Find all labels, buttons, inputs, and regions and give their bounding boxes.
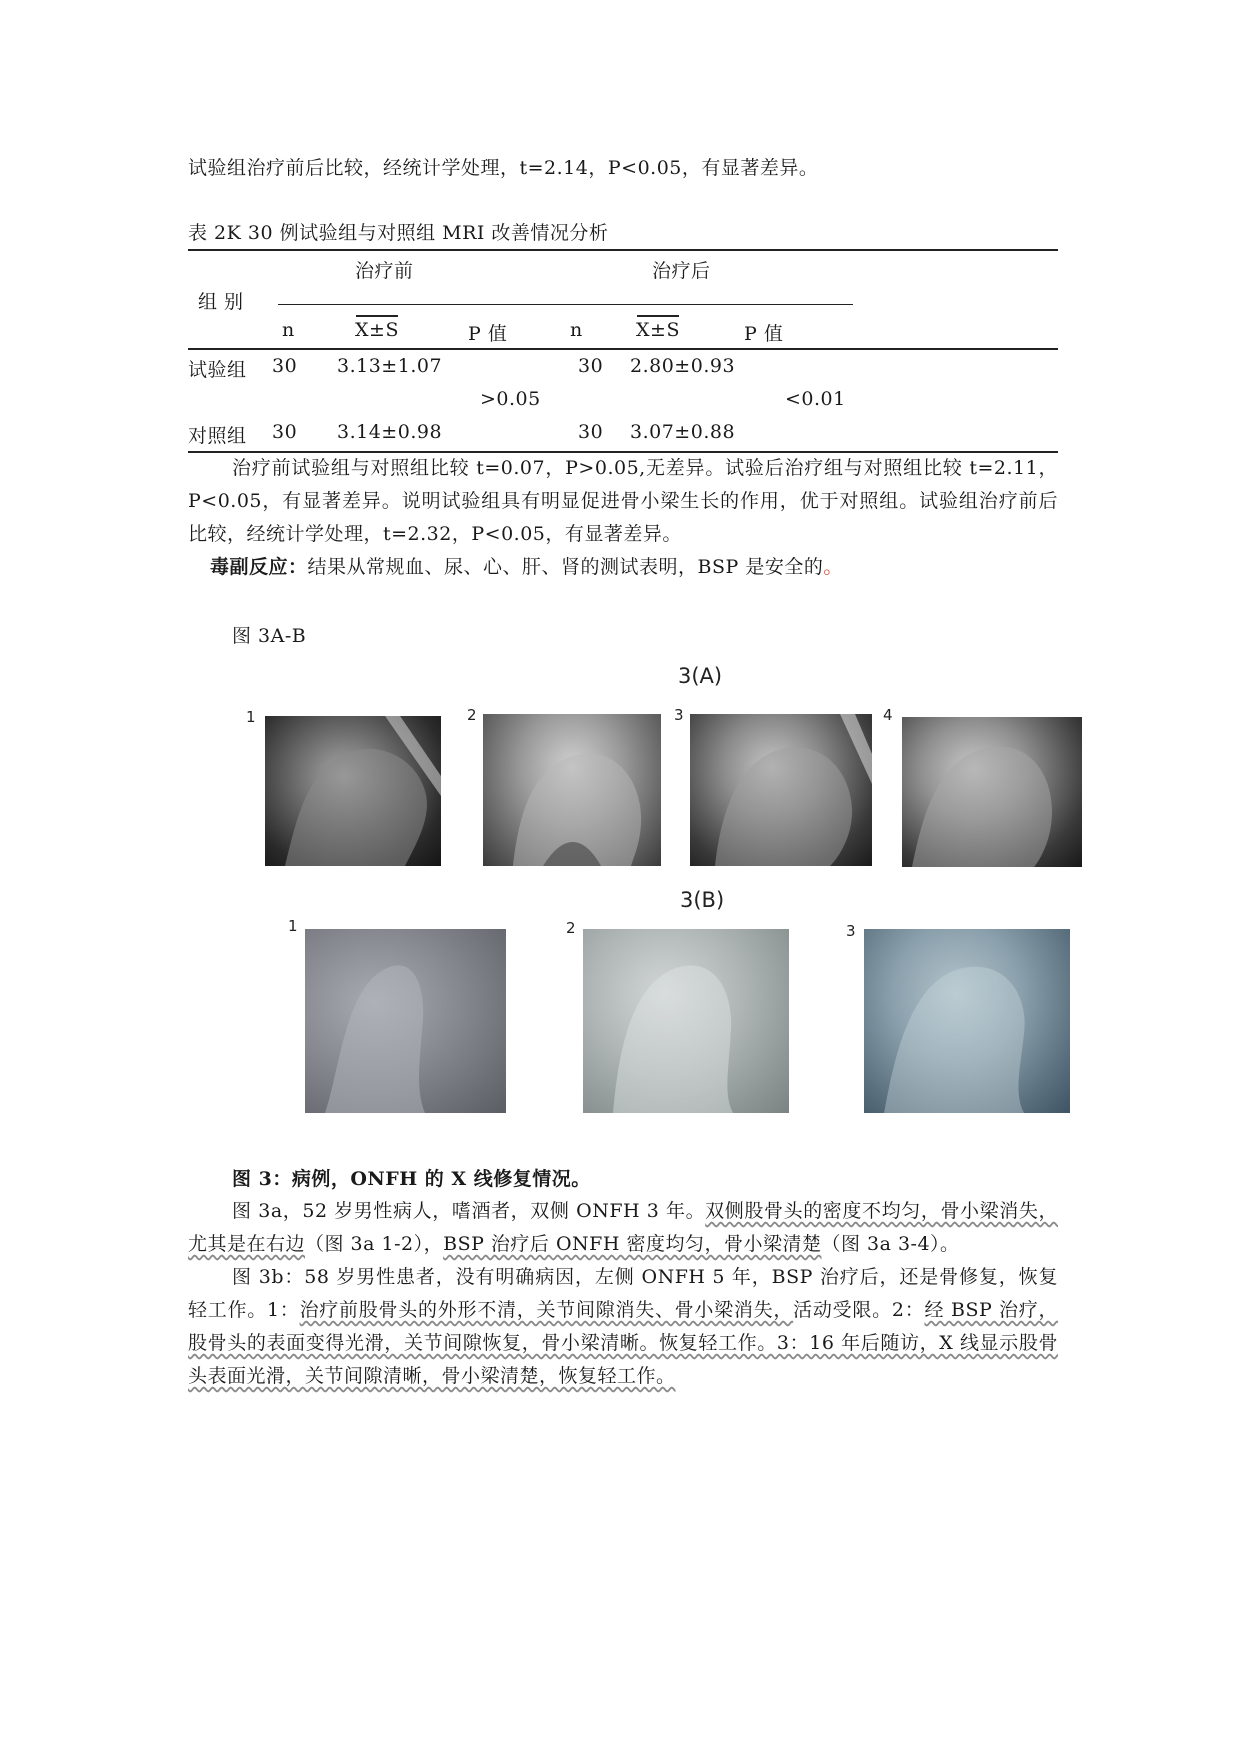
caption-3b-underlined: 治疗前股骨头的外形不清，关节间隙消失、骨小梁消失， [299,1299,794,1321]
row1-xs1: 3.13±1.07 [337,355,443,377]
femoral-head-shape [902,717,1082,867]
xray-image [483,714,661,866]
panel-b-label: 3(B) [680,888,725,912]
xray-image [690,714,872,866]
xray-image [864,929,1070,1113]
row2-n2: 30 [578,421,604,443]
caption-3a-underlined: 双侧股骨头的密度不均匀，骨小梁消失，尤其是在右边 [188,1200,1058,1255]
side-effects-text: 结果从常规血、尿、心、肝、肾的测试表明，BSP 是安全的 [307,556,824,578]
row2-group: 对照组 [188,425,247,447]
caption-3a-ref: （图 3a 1-2）， [305,1233,444,1255]
panel-b-number: 1 [288,917,298,935]
side-effects-paragraph [188,551,1058,584]
figure-caption-title: 图 3：病例，ONFH 的 X 线修复情况。 [232,1168,591,1190]
femoral-head-shape [265,716,441,866]
panel-b-number: 2 [566,919,576,937]
caption-3a-lead: 图 3a，52 岁男性病人，嗜酒者，双侧 ONFH 3 年。 [232,1200,706,1222]
caption-3a-ref: （图 3a 3-4）。 [821,1233,960,1255]
sub-n-after: n [570,319,583,341]
caption-3a [188,1195,1058,1261]
panel-b-number: 3 [846,922,856,940]
xray-image [583,929,789,1113]
row2-xs2: 3.07±0.88 [630,421,736,443]
sub-p-before: P 值 [468,323,508,345]
table-top-rule [188,249,1058,251]
p-value-before: >0.05 [480,388,541,410]
row1-group: 试验组 [188,359,247,381]
table-mid-rule [278,304,853,305]
side-effects-end: 。 [823,556,843,578]
p-value-after: <0.01 [785,388,846,410]
header-before: 治疗前 [355,260,414,282]
header-after: 治疗后 [652,260,711,282]
row2-xs1: 3.14±0.98 [337,421,443,443]
xray-image [902,717,1082,867]
sub-xs-before: X±S [355,319,399,341]
femoral-head-shape [690,714,872,866]
sub-n-before: n [282,319,295,341]
femoral-head-shape [864,929,1070,1113]
femoral-head-shape [583,929,789,1113]
femoral-head-shape [305,929,506,1113]
row2-n1: 30 [272,421,298,443]
table-caption: 表 2K 30 例试验组与对照组 MRI 改善情况分析 [188,222,609,244]
femoral-head-shape [483,714,661,866]
row1-xs2: 2.80±0.93 [630,355,736,377]
xray-image [305,929,506,1113]
header-group: 组 别 [198,291,244,313]
panel-a-number: 2 [467,706,477,724]
intro-sentence: 试验组治疗前后比较，经统计学处理，t=2.14，P<0.05，有显著差异。 [188,157,819,179]
results-paragraph: 治疗前试验组与对照组比较 t=0.07，P>0.05,无差异。试验后治疗组与对照组比较 t=2.11，P<0.05，有显著差异。说明试验组具有明显促进骨小梁生长的作用，优于对照组。试验组治疗前后比较，经统计学处理，t=2.32，P<0.05，有显著差异。 [188,457,1058,545]
caption-3b-underlined: 经 BSP 治疗，股骨头的表面变得光滑，关节间隙恢复，骨小梁清晰。恢复轻工作。3：16 年后随访，X 线显示股骨头表面光滑，关节间隙清晰，骨小梁清楚，恢复轻工作。 [188,1299,1059,1387]
sub-p-after: P 值 [744,323,784,345]
caption-3b-mid: 活动受限。2： [793,1299,925,1321]
panel-a-number: 1 [246,708,256,726]
caption-3b-lead: 图 3b：58 岁男性患者，没有明确病因，左侧 ONFH 5 年，BSP 治疗后，还是骨修复，恢复轻工作。1： [188,1266,1058,1321]
row1-n1: 30 [272,355,298,377]
sub-xs-after: X±S [636,319,680,341]
row1-n2: 30 [578,355,604,377]
table-header-rule [188,348,1058,350]
panel-a-number: 4 [883,706,893,724]
xray-image [265,716,441,866]
caption-3b [188,1261,1058,1393]
panel-a-label: 3(A) [678,664,723,688]
figure-heading: 图 3A-B [232,625,307,647]
panel-a-number: 3 [674,706,684,724]
side-effects-label: 毒副反应： [210,556,308,578]
caption-3a-underlined: BSP 治疗后 ONFH 密度均匀，骨小梁清楚 [443,1233,822,1255]
